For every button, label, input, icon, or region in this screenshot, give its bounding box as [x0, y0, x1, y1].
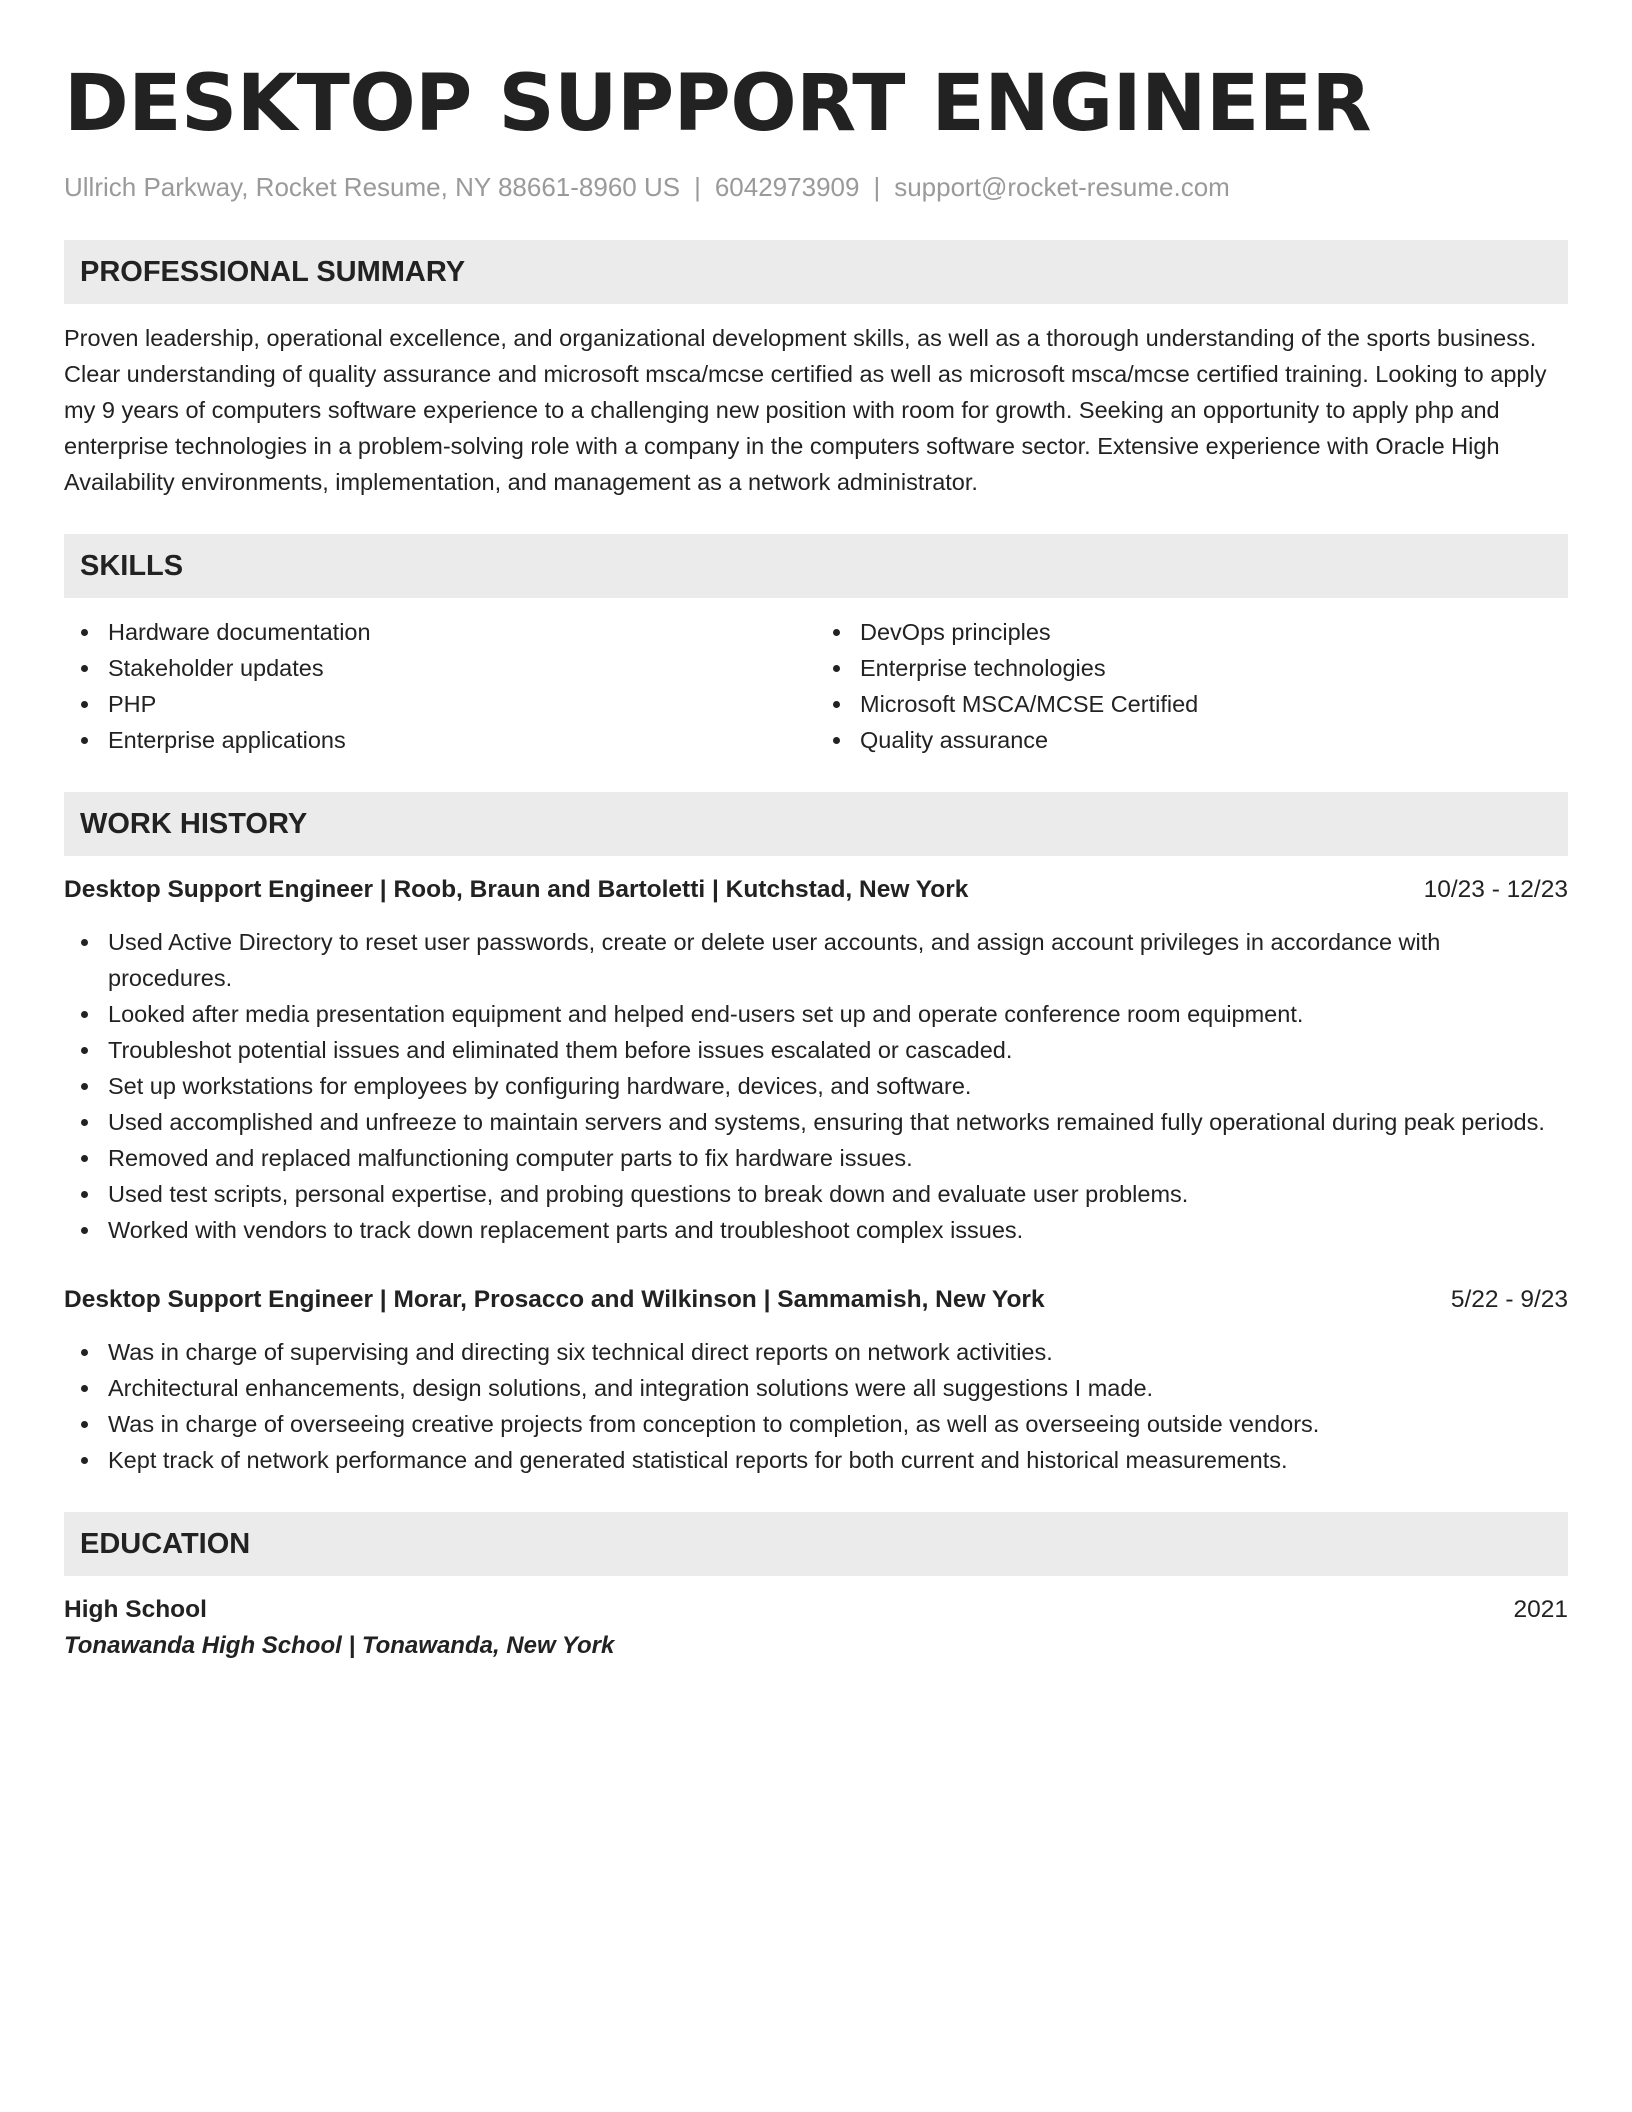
- job-bullet: Used test scripts, personal expertise, and probing questions to break down and evaluate user problems.: [108, 1176, 1568, 1212]
- skills-column-right: [816, 614, 1568, 758]
- summary-text: Proven leadership, operational excellence, and organizational development skills, as well as a thorough understanding of the sports business. Clear understanding of quality assurance and microsoft msca/mcse certified as well as microsoft msca/mcse certified training. Looking to apply my 9 years of computers software experience to a challenging new position with room for growth. Seeking an opportunity to apply php and enterprise technologies in a problem-solving role with a company in the computers software sector. Extensive experience with Oracle High Availability environments, implementation, and management as a network administrator.: [64, 325, 1547, 495]
- section-header-education: EDUCATION: [64, 1512, 1568, 1576]
- contact-line: [64, 170, 1568, 204]
- skill-item: Enterprise applications: [108, 722, 816, 758]
- contact-phone: 6042973909: [714, 172, 860, 202]
- contact-email: support@rocket-resume.com: [894, 172, 1230, 202]
- job-bullet: Troubleshot potential issues and eliminated them before issues escalated or cascaded.: [108, 1032, 1568, 1068]
- contact-separator: |: [873, 172, 881, 202]
- candidate-name: DESKTOP SUPPORT ENGINEER: [64, 59, 1372, 149]
- section-header-work: WORK HISTORY: [64, 792, 1568, 856]
- education-entry: [64, 1592, 1568, 1664]
- job-bullet: Worked with vendors to track down replacement parts and troubleshoot complex issues.: [108, 1212, 1568, 1248]
- resume-page: [64, 56, 1568, 1664]
- job-entry: [64, 1282, 1568, 1478]
- skills-list: [64, 614, 1568, 758]
- job-dates: 5/22 - 9/23: [1450, 1286, 1568, 1313]
- job-title: Desktop Support Engineer | Morar, Prosacco and Wilkinson | Sammamish, New York: [64, 1286, 1045, 1313]
- education-header: [64, 1592, 1568, 1628]
- job-title: Desktop Support Engineer | Roob, Braun and Bartoletti | Kutchstad, New York: [64, 876, 969, 903]
- job-bullet: Removed and replaced malfunctioning computer parts to fix hardware issues.: [108, 1140, 1568, 1176]
- job-bullet: Used Active Directory to reset user passwords, create or delete user accounts, and assign account privileges in accordance with procedures.: [108, 924, 1568, 996]
- section-header-summary: PROFESSIONAL SUMMARY: [64, 240, 1568, 304]
- education-school: Tonawanda High School | Tonawanda, New York: [64, 1632, 615, 1659]
- job-bullet: Used accomplished and unfreeze to maintain servers and systems, ensuring that networks remained fully operational during peak periods.: [108, 1104, 1568, 1140]
- job-entry: [64, 872, 1568, 1248]
- job-bullets: [64, 924, 1568, 1248]
- skill-item: Hardware documentation: [108, 614, 816, 650]
- job-header: [64, 872, 1568, 908]
- skill-item: Enterprise technologies: [860, 650, 1568, 686]
- skills-column-left: [64, 614, 816, 758]
- skill-item: Stakeholder updates: [108, 650, 816, 686]
- education-degree: High School: [64, 1596, 207, 1623]
- education-year: 2021: [1513, 1596, 1568, 1623]
- contact-separator: |: [694, 172, 701, 202]
- contact-address: Ullrich Parkway, Rocket Resume, NY 88661-8960 US: [64, 172, 681, 202]
- job-dates: 10/23 - 12/23: [1423, 876, 1568, 903]
- job-header: [64, 1282, 1568, 1318]
- job-bullet: Looked after media presentation equipment and helped end-users set up and operate conference room equipment.: [108, 996, 1568, 1032]
- skill-item: PHP: [108, 686, 816, 722]
- job-bullets: [64, 1334, 1568, 1478]
- job-bullet: Kept track of network performance and generated statistical reports for both current and historical measurements.: [108, 1442, 1568, 1478]
- job-bullet: Architectural enhancements, design solutions, and integration solutions were all suggestions I made.: [108, 1370, 1568, 1406]
- job-bullet: Set up workstations for employees by configuring hardware, devices, and software.: [108, 1068, 1568, 1104]
- job-bullet: Was in charge of overseeing creative projects from conception to completion, as well as overseeing outside vendors.: [108, 1406, 1568, 1442]
- skill-item: Quality assurance: [860, 722, 1568, 758]
- skill-item: Microsoft MSCA/MCSE Certified: [860, 686, 1568, 722]
- skill-item: DevOps principles: [860, 614, 1568, 650]
- section-header-skills: SKILLS: [64, 534, 1568, 598]
- job-bullet: Was in charge of supervising and directing six technical direct reports on network activities.: [108, 1334, 1568, 1370]
